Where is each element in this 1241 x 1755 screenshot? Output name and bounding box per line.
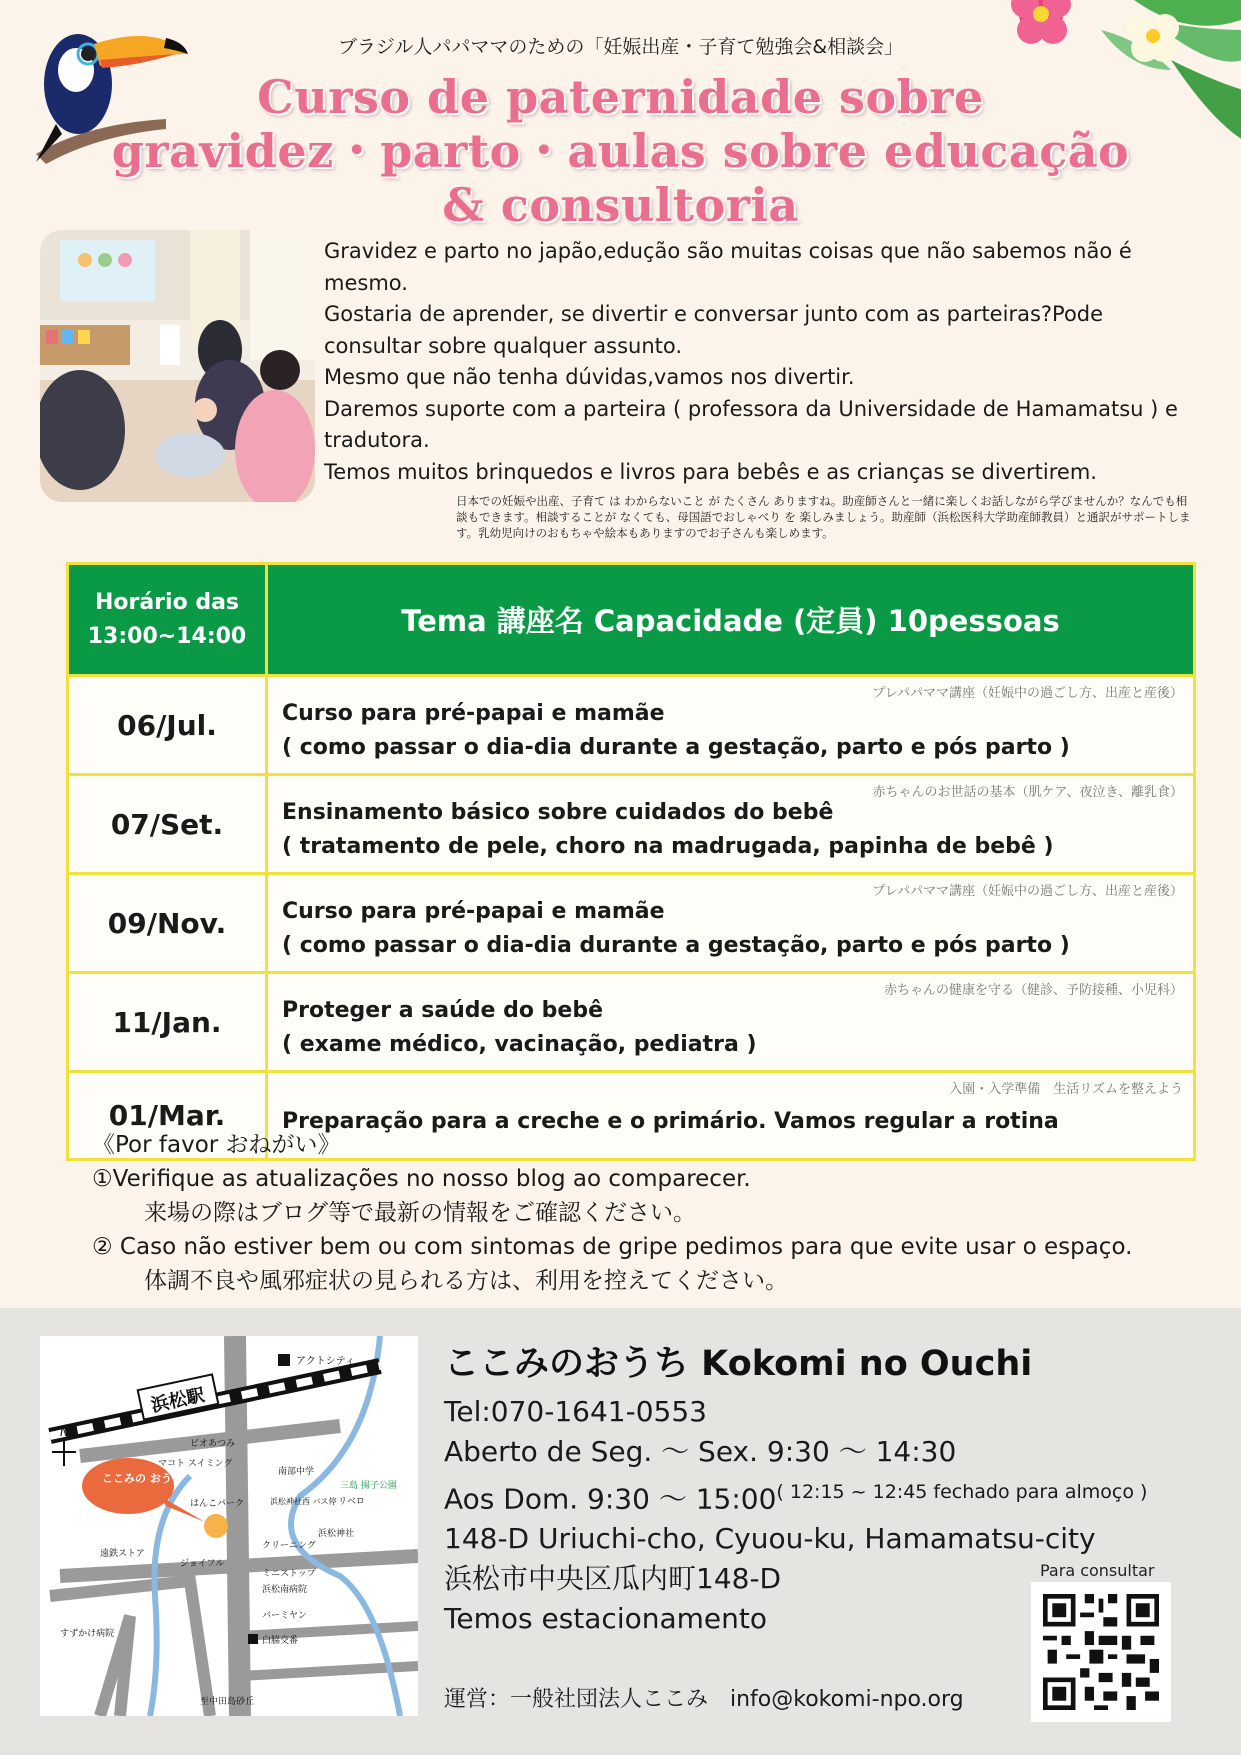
hours-sunday: [444, 1472, 1184, 1519]
header-time-value: 13:00~14:00: [87, 623, 247, 649]
table-row: [68, 973, 1195, 1072]
access-map: [40, 1336, 418, 1716]
topic-cell: [267, 676, 1195, 775]
topic-jp: 赤ちゃんの健康を守る（健診、予防接種、小児科）: [883, 983, 1183, 998]
qr-code-icon[interactable]: [1031, 1582, 1171, 1722]
map-label: 至中田島砂丘: [200, 1697, 255, 1707]
address: 148-D Uriuchi-cho, Cyuou-ku, Hamamatsu-city: [444, 1522, 1096, 1556]
map-label: 浜松南病院: [262, 1585, 308, 1595]
map-place-label: ここみの おうち: [102, 1472, 183, 1485]
topic-detail: ( como passar o dia-dia durante a gestação, parto e pós parto ): [282, 933, 1070, 958]
class-photo: [40, 230, 315, 502]
map-label: ジョイフル: [180, 1559, 225, 1569]
date-cell: 09/Nov.: [68, 874, 267, 973]
map-label: すずかけ病院: [60, 1629, 115, 1639]
intro-line: Temos muitos brinquedos e livros para bebês e as crianças se divertirem.: [324, 459, 1097, 484]
topic-title: Curso para pré-papai e mamãe: [282, 701, 665, 726]
topic-title: Proteger a saúde do bebê: [282, 998, 603, 1023]
map-label: アクトシティ: [296, 1356, 355, 1367]
map-label: 白脇交番: [262, 1636, 299, 1646]
date-cell: 11/Jan.: [68, 973, 267, 1072]
topic-jp: 赤ちゃんのお世話の基本（肌ケア、夜泣き、離乳食）: [872, 785, 1183, 800]
topic-title: Ensinamento básico sobre cuidados do bebê: [282, 800, 834, 825]
notes-section: [92, 1128, 1192, 1298]
table-row: [68, 676, 1195, 775]
map-label: 遠鉄ストア: [100, 1549, 145, 1559]
date-cell: 06/Jul.: [68, 676, 267, 775]
map-label: はんこパーク: [190, 1499, 245, 1509]
note-1: ①Verifique as atualizações no nosso blog ao comparecer.: [92, 1166, 751, 1192]
parking: Temos estacionamento: [444, 1602, 767, 1636]
table-row: [68, 775, 1195, 874]
intro-text: [324, 236, 1204, 488]
topic-jp: 入園・入学準備 生活リズムを整えよう: [949, 1082, 1183, 1097]
address-jp: 浜松市中央区瓜内町148-D: [444, 1562, 782, 1596]
topic-detail: ( exame médico, vacinação, pediatra ): [282, 1032, 757, 1057]
operator-info: 運営：一般社団法人ここみ info@kokomi-npo.org: [444, 1687, 964, 1712]
topic-jp: プレパパママ講座（妊娠中の過ごし方、出産と産後）: [872, 884, 1183, 899]
schedule-table: [66, 562, 1196, 1161]
intro-line: Gravidez e parto no japão,edução são muitas coisas que não sabemos não é mesmo.: [324, 239, 1132, 295]
intro-line: Gostaria de aprender, se divertir e conversar junto com as parteiras?Pode consultar sobre qualquer assunto.: [324, 302, 1104, 358]
qr-label: Para consultar: [1040, 1561, 1155, 1580]
topic-detail: ( como passar o dia-dia durante a gestação, parto e pós parto ): [282, 735, 1070, 760]
header-topic: Tema 講座名 Capacidade (定員) 10pessoas: [267, 564, 1195, 676]
map-label: 南部中学: [278, 1467, 315, 1477]
map-label: ビオあつみ: [190, 1439, 236, 1449]
subtitle-jp: ブラジル人パパママのための「妊娠出産・子育て勉強会&相談会」: [337, 36, 904, 58]
topic-cell: [267, 775, 1195, 874]
hours-weekday: Aberto de Seg. 〜 Sex. 9:30 〜 14:30: [444, 1435, 957, 1468]
map-label: バーミヤン: [262, 1611, 307, 1621]
intro-line: Daremos suporte com a parteira ( professora da Universidade de Hamamatsu ) e tradutora.: [324, 396, 1178, 452]
title-line-2: gravidez・parto・aulas sobre educação: [111, 124, 1130, 178]
table-row: [68, 874, 1195, 973]
lunch-note: ( 12:15 ~ 12:45 fechado para almoço ): [776, 1481, 1148, 1503]
header-time-label: Horário das: [94, 589, 240, 615]
topic-cell: [267, 973, 1195, 1072]
date-cell: 01/Mar.: [68, 1072, 267, 1160]
intro-line: Mesmo que não tenha dúvidas,vamos nos divertir.: [324, 365, 855, 389]
topic-title: Curso para pré-papai e mamãe: [282, 899, 665, 924]
map-north-label: N: [60, 1425, 69, 1439]
title-line-1: Curso de paternidade sobre: [257, 70, 984, 124]
title-line-3: & consultoria: [442, 178, 799, 232]
table-header-row: [68, 564, 1195, 676]
house-icon: [204, 1514, 228, 1538]
hours-sunday-time: Aos Dom. 9:30 〜 15:00: [444, 1482, 777, 1516]
org-name: ここみのおうち Kokomi no Ouchi: [444, 1344, 1033, 1384]
map-label: ミニストップ: [262, 1569, 316, 1579]
topic-detail: ( tratamento de pele, choro na madrugada, papinha de bebê ): [282, 834, 1054, 859]
main-title: [0, 70, 1241, 232]
map-label: リベロ: [338, 1497, 365, 1507]
date-cell: 07/Set.: [68, 775, 267, 874]
header-time: [68, 564, 267, 676]
note-1-jp: 来場の際はブログ等で最新の情報をご確認ください。: [144, 1200, 696, 1226]
map-label: クリーニング: [262, 1541, 316, 1551]
notes-title: 《Por favor おねがい》: [92, 1132, 341, 1158]
map-station-label: 浜松駅: [149, 1384, 207, 1417]
intro-text-jp: 日本での妊娠や出産、子育て は わからないこと が たくさん ありますね。助産師さんと一緒に楽しくお話しながら学びませんか？なんでも相談もできます。相談することが なくても、母国語でおしゃべり を 楽しみましょう。助産師（浜松医科大学助産師教員）と通訳がサポートします。乳幼児向けのおもちゃや絵本もありますのでお子さんも楽しめます。: [456, 494, 1191, 540]
note-2: ② Caso não estiver bem ou com sintomas de gripe pedimos para que evite usar o espaço.: [92, 1234, 1133, 1260]
phone[interactable]: Tel:070-1641-0553: [444, 1395, 707, 1428]
topic-jp: プレパパママ講座（妊娠中の過ごし方、出産と産後）: [872, 686, 1183, 701]
topic-cell: [267, 874, 1195, 973]
map-label: マコト スイミング: [158, 1459, 233, 1469]
topic-detail: Preparação para a creche e o primário. Vamos regular a rotina: [282, 1108, 1059, 1134]
map-label: 浜松神社西 バス停: [270, 1497, 337, 1506]
map-label: 三島 揚子公園: [340, 1481, 397, 1491]
map-label: 浜松神社: [318, 1529, 355, 1539]
note-2-jp: 体調不良や風邪症状の見られる方は、利用を控えてください。: [144, 1268, 788, 1294]
